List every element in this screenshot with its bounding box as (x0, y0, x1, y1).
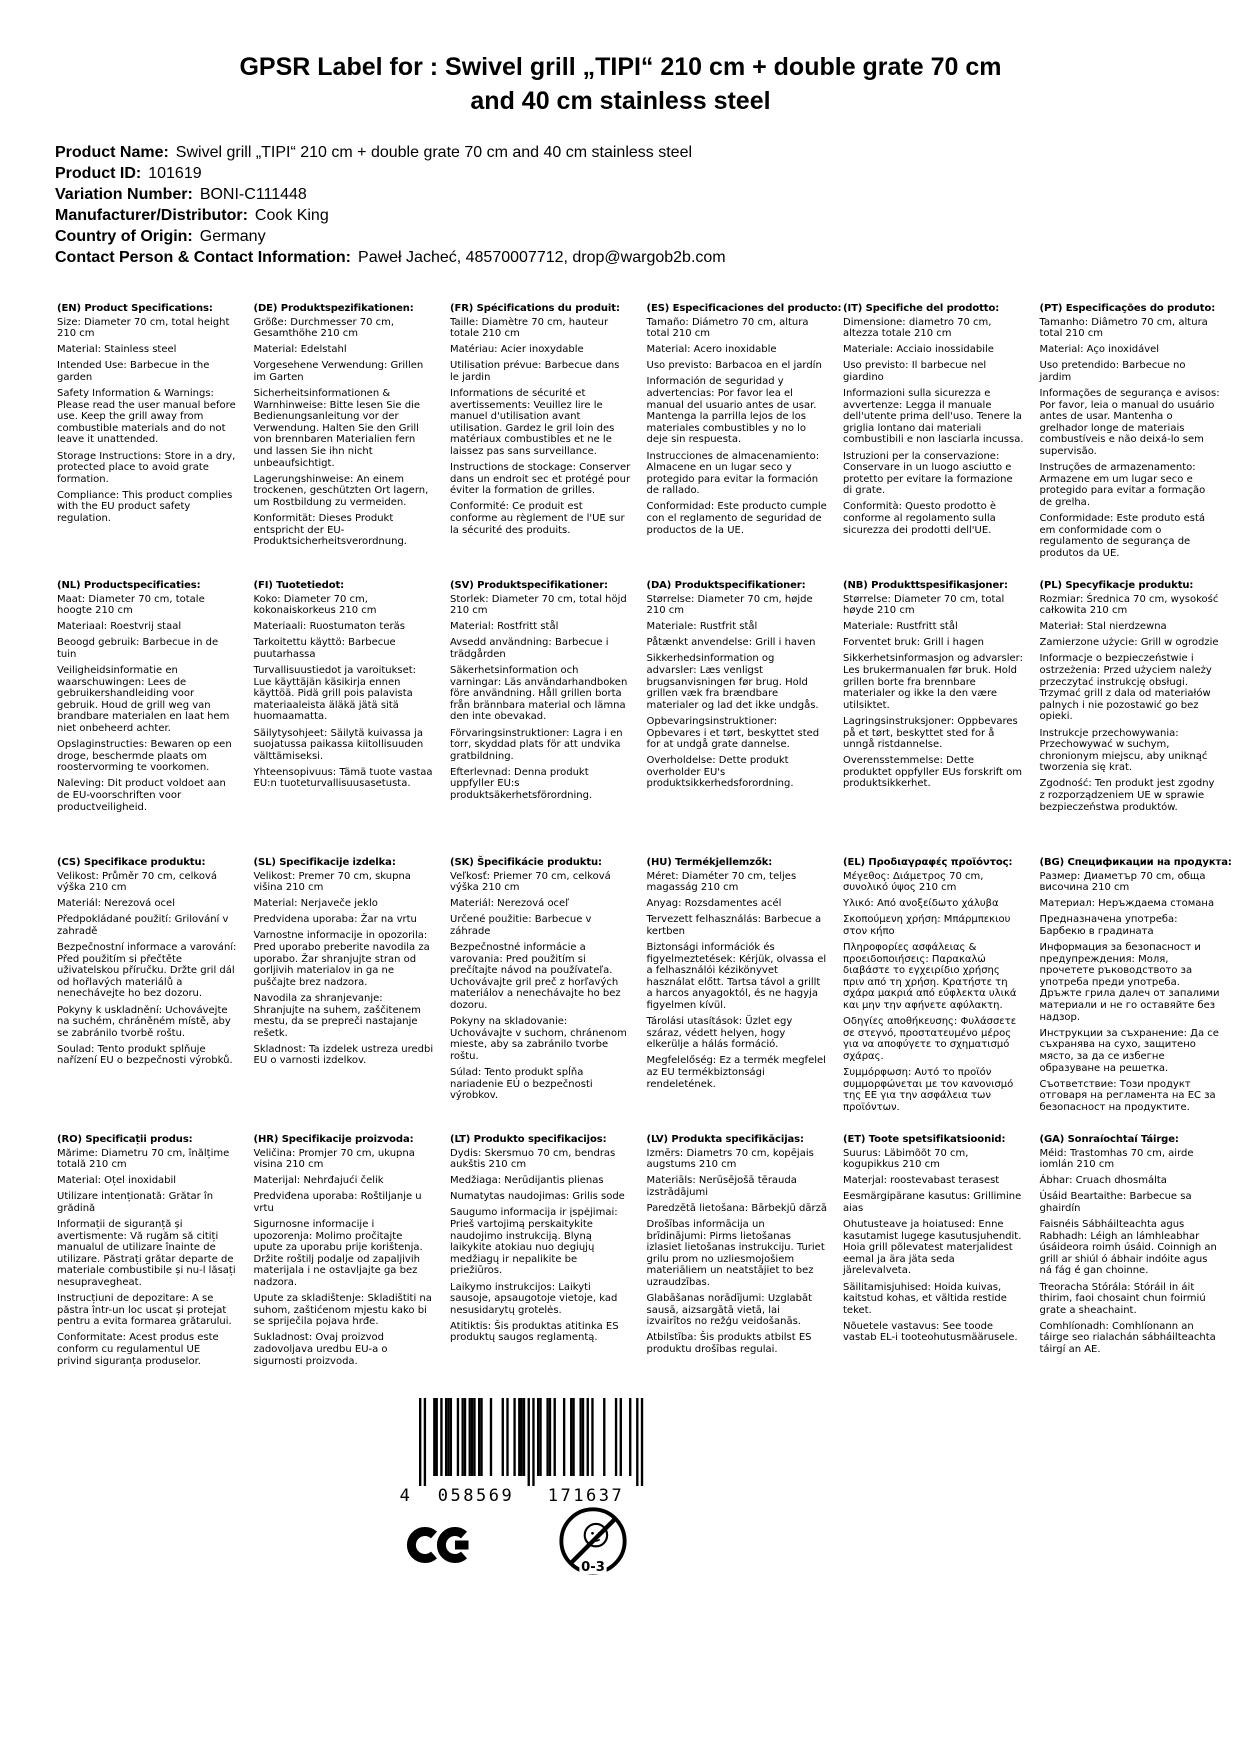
spec-block-et (843, 1134, 1040, 1411)
spec-item: Materiál: Nerezová ocel (57, 898, 175, 910)
field-value: Cook King (254, 207, 329, 224)
spec-item: Velikost: Průměr 70 cm, celková výška 210 cm (57, 870, 218, 894)
spec-item: Informations de sécurité et avertissements: Veuillez lire le manuel d'utilisation avant utilisation. Gardez le gril loin des matériaux combustibles et ne le laissez pas sans surveillance. (450, 388, 615, 458)
spec-item: Určené použitie: Barbecue v záhrade (450, 914, 592, 937)
spec-item: Compliance: This product complies with the EU product safety regulation. (57, 489, 233, 524)
spec-item: Dimensione: diametro 70 cm, altezza totale 210 cm (843, 316, 992, 340)
page-title (0, 50, 1241, 118)
spec-item: Turvallisuustiedot ja varoitukset: Lue käyttäjän käsikirja ennen käyttöä. Pidä grill pois palavista materiaaleista äläkä jätä sitä huomaamatta. (253, 665, 417, 723)
product-info-row (55, 226, 726, 247)
spec-item: Инструкции за съхранение: Да се съхранява на сухо, защитено място, за да се избегне образуване на решетка. (1039, 1027, 1219, 1074)
spec-block-pt (1040, 303, 1237, 580)
spec-item: Soulad: Tento produkt splňuje nařízení EU o bezpečnosti výrobků. (57, 1043, 233, 1067)
spec-block-de (254, 303, 451, 580)
spec-item: Yhteensopivuus: Tämä tuote vastaa EU:n tuoteturvallisuusasetusta. (253, 766, 433, 790)
spec-heading: (FR) Spécifications du produit: (450, 303, 620, 314)
spec-item: Materijal: Nehrđajući čelik (253, 1175, 384, 1187)
spec-item: Sikkerhedsinformation og advarsler: Læs venligst brugsanvisningen før brug. Hold grillen væk fra brændbare materialer og lad det ikke undgås. (646, 653, 819, 711)
spec-block-el (843, 857, 1040, 1134)
field-value: BONI-C111448 (199, 186, 307, 203)
spec-item: Avsedd användning: Barbecue i trädgården (450, 637, 609, 660)
spec-item: Πληροφορίες ασφάλειας & προειδοποιήσεις: Παρακαλώ διαβάστε το εγχειρίδιο χρήσης πριν από τη χρήση. Κρατήστε τη σχάρα μακριά από εύφλεκτα υλικά και μην την αφήνετε αφύλακτη. (843, 942, 1017, 1012)
product-info-row (55, 163, 726, 184)
age-range-label: 0-3 (581, 1560, 605, 1576)
spec-item: Forventet bruk: Grill i hagen (843, 637, 984, 649)
spec-item: Förvaringsinstruktioner: Lagra i en torr, skyddad plats för att undvika gratbildning. (450, 727, 623, 762)
spec-item: Méid: Trastomhas 70 cm, airde iomlán 210 cm (1039, 1147, 1194, 1171)
spec-item: Ohutusteave ja hoiatused: Enne kasutamist lugege kasutusjuhendit. Hoia grill põlevatest materjalidest eemal ja ära jäta seda järelevalveta. (843, 1219, 1022, 1277)
spec-heading: (BG) Спецификации на продукта: (1039, 857, 1232, 868)
spec-item: Materiaali: Ruostumaton teräs (253, 621, 405, 633)
spec-item: Veličina: Promjer 70 cm, ukupna visina 210 cm (253, 1147, 415, 1171)
spec-item: Upute za skladištenje: Skladištiti na suhom, zaštićenom mjestu kako bi se spriječila pojava hrđe. (253, 1293, 432, 1328)
field-value: 101619 (148, 165, 202, 182)
spec-item: Materjal: roostevabast terasest (843, 1175, 1000, 1187)
spec-item: Materiale: Rustfritt stål (843, 621, 958, 633)
spec-heading: (SV) Produktspecifikationer: (450, 580, 608, 591)
spec-item: Conformidade: Este produto está em conformidade com o regulamento de segurança de produtos da UE. (1039, 513, 1206, 559)
spec-item: Storage Instructions: Store in a dry, protected place to avoid grate formation. (57, 450, 236, 485)
spec-item: Ábhar: Cruach dhosmálta (1039, 1175, 1167, 1187)
spec-item: Opbevaringsinstruktioner: Opbevares i et tørt, beskyttet sted for at undgå grate dannelse. (646, 715, 820, 751)
spec-item: Rozmiar: Średnica 70 cm, wysokość całkowita 210 cm (1039, 593, 1219, 617)
spec-block-fr (450, 303, 647, 580)
spec-heading: (ES) Especificaciones del producto: (646, 303, 842, 314)
spec-item: Taille: Diamètre 70 cm, hauteur totale 210 cm (450, 316, 609, 340)
spec-item: Paredzētā lietošana: Bārbekjū dārzā (646, 1202, 827, 1214)
spec-item: Izmērs: Diametrs 70 cm, kopējais augstums 210 cm (646, 1147, 814, 1171)
spec-item: Saugumo informacija ir įspėjimai: Prieš vartojimą perskaitykite naudojimo instrukciją. Blyną laikykite atokiau nuo degiųjų medžiagų ir nepalikite be priežiūros. (450, 1207, 618, 1277)
product-info (55, 142, 726, 268)
spec-item: Material: Aço inoxidável (1039, 344, 1160, 356)
product-info-row (55, 205, 726, 226)
field-value: Paweł Jacheć, 48570007712, drop@wargob2b.com (358, 249, 726, 266)
spec-item: Materiāls: Nerūsējošā tērauda izstrādājumi (646, 1175, 797, 1198)
spec-item: Instrucciones de almacenamiento: Almacene en un lugar seco y protegido para evitar la formación de rallado. (646, 450, 820, 497)
spec-item: Méret: Diaméter 70 cm, teljes magasság 210 cm (646, 870, 797, 894)
spec-item: Opslaginstructies: Bewaren op een droge, beschermde plaats om roostervorming te voorkomen. (57, 739, 232, 774)
spec-block-da (647, 580, 844, 857)
spec-item: Bezpečnostní informace a varování: Před použitím si přečtěte uživatelskou příručku. Držte gril dál od hořlavých materiálů a nenechávejte ho bez dozoru. (57, 942, 237, 1000)
spec-item: Vorgesehene Verwendung: Grillen im Garten (253, 360, 424, 383)
spec-block-lt (450, 1134, 647, 1411)
spec-block-en (57, 303, 254, 580)
spec-heading: (SL) Specifikacije izdelka: (253, 857, 396, 868)
spec-item: Konformität: Dieses Produkt entspricht der EU-Produktsicherheitsverordnung. (253, 513, 407, 548)
barcode-digit-first: 4 (399, 1486, 413, 1504)
spec-item: Megfelelőség: Ez a termék megfelel az EU termékbiztonsági rendeletének. (646, 1055, 826, 1090)
spec-item: Säilitamisjuhised: Hoida kuivas, kaitstud kohas, et vältida restide teket. (843, 1281, 1007, 1316)
spec-item: Säilytysohjeet: Säilytä kuivassa ja suojatussa paikassa kiitollisuuden välttämiseksi. (253, 727, 424, 762)
spec-block-nb (843, 580, 1040, 857)
spec-item: Material: Nerjaveče jeklo (253, 898, 378, 910)
spec-item: Faisnéis Sábháilteachta agus Rabhadh: Léigh an lámhleabhar úsáideora roimh úsáid. Coinnigh an grill ar shiúl ó ábhair indóite agus ná fág é gan choinne. (1039, 1219, 1217, 1277)
spec-heading: (ET) Toote spetsifikatsioonid: (843, 1134, 1006, 1145)
spec-item: Instruções de armazenamento: Armazene em um lugar seco e protegido para evitar a formação de grelha. (1039, 462, 1206, 508)
spec-heading: (LT) Produkto specifikacijos: (450, 1134, 607, 1145)
spec-item: Koko: Diameter 70 cm, kokonaiskorkeus 210 cm (253, 593, 377, 617)
field-label: Product ID: (55, 165, 142, 182)
spec-item: Materiál: Nerezová oceľ (450, 898, 569, 910)
spec-item: Информация за безопасност и предупреждения: Моля, прочетете ръководството за употреба преди употреба. Дръжте грила далеч от запалими материали и не го оставяйте без надзор. (1039, 942, 1220, 1023)
spec-item: Informații de siguranță și avertismente: Vă rugăm să citiți manualul de utilizare înainte de utilizare. Păstrați grătar departe de materiale combustibile și nu-l lăsați nesupravegheat. (57, 1219, 236, 1289)
spec-block-it (843, 303, 1040, 580)
field-label: Variation Number: (55, 186, 193, 203)
spec-item: Material: Acero inoxidable (646, 344, 777, 356)
spec-item: Anyag: Rozsdamentes acél (646, 898, 782, 910)
spec-item: Størrelse: Diameter 70 cm, højde 210 cm (646, 593, 813, 617)
spec-item: Tervezett felhasználás: Barbecue a kertben (646, 914, 822, 937)
spec-item: Laikymo instrukcijos: Laikyti sausoje, apsaugotoje vietoje, kad nesusidarytų grotelės. (450, 1281, 618, 1316)
ce-mark-icon (406, 1516, 474, 1578)
spec-item: Dydis: Skersmuo 70 cm, bendras aukštis 210 cm (450, 1147, 616, 1171)
field-label: Country of Origin: (55, 228, 193, 245)
spec-heading: (GA) Sonraíochtaí Táirge: (1039, 1134, 1179, 1145)
spec-item: Nõuetele vastavus: See toode vastab EL-i tooteohutusmäärusele. (843, 1320, 1018, 1344)
spec-item: Materiaal: Roestvrij staal (57, 621, 182, 633)
spec-item: Glabāšanas norādījumi: Uzglabāt sausā, aizsargātā vietā, lai izvairītos no režģu veidošanās. (646, 1293, 813, 1328)
spec-block-sl (254, 857, 451, 1134)
spec-block-fi (254, 580, 451, 857)
spec-heading: (PL) Specyfikacje produktu: (1039, 580, 1194, 591)
spec-item: Säkerhetsinformation och varningar: Läs användarhandboken före användning. Håll grillen borta från brännbara material och lämna den inte obevakad. (450, 665, 628, 723)
spec-item: Utilizare intenționată: Grătar în grădină (57, 1191, 214, 1214)
spec-item: Numatytas naudojimas: Grilis sode (450, 1191, 625, 1203)
spec-item: Safety Information & Warnings: Please read the user manual before use. Keep the grill away from combustible materials and do not leave it unattended. (57, 388, 236, 446)
spec-heading: (FI) Tuotetiedot: (253, 580, 345, 591)
spec-item: Предназначена употреба: Барбекю в градината (1039, 914, 1178, 937)
product-info-row (55, 142, 726, 163)
spec-item: Conformitate: Acest produs este conform cu regulamentul UE privind siguranța produselor. (57, 1332, 219, 1367)
spec-heading: (HR) Specifikacije proizvoda: (253, 1134, 414, 1145)
spec-block-sv (450, 580, 647, 857)
spec-item: Μέγεθος: Διάμετρος 70 cm, συνολικό ύψος 210 cm (843, 870, 984, 894)
spec-item: Overholdelse: Dette produkt overholder EU's produktsikkerhedsforordning. (646, 755, 794, 790)
spec-item: Материал: Неръждаема стомана (1039, 898, 1215, 910)
ean13-barcode (386, 1398, 648, 1508)
spec-item: Σκοπούμενη χρήση: Μπάρμπεκιου στον κήπο (843, 914, 1011, 937)
spec-item: Tamaño: Diámetro 70 cm, altura total 210 cm (646, 316, 809, 340)
spec-block-es (647, 303, 844, 580)
spec-item: Tarkoitettu käyttö: Barbecue puutarhassa (253, 637, 396, 660)
spec-item: Informazioni sulla sicurezza e avvertenze: Legga il manuale dell'utente prima dell'uso. Tenere la griglia lontano dai materiali combustibili e non lasciarla incussa. (843, 388, 1024, 446)
spec-item: Material: Oțel inoxidabil (57, 1175, 177, 1187)
spec-item: Pokyny na skladovanie: Uchovávajte v suchom, chránenom mieste, aby sa zabránilo tvorbe roštu. (450, 1016, 627, 1062)
barcode-digits-right: 171637 (547, 1486, 625, 1504)
barcode-bars (419, 1398, 643, 1486)
spec-item: Material: Edelstahl (253, 344, 347, 356)
field-value: Swivel grill „TIPI“ 210 cm + double grate 70 cm and 40 cm stainless steel (175, 144, 693, 161)
spec-item: Materiał: Stal nierdzewna (1039, 621, 1167, 633)
spec-item: Sikkerhetsinformasjon og advarsler: Les brukermanualen før bruk. Hold grillen borte fra brennbare materialer og ikke la den være utilsiktet. (843, 653, 1023, 711)
product-info-row (55, 247, 726, 268)
field-label: Manufacturer/Distributor: (55, 207, 248, 224)
spec-item: Materiale: Rustfrit stål (646, 621, 758, 633)
spec-item: Lagringsinstruksjoner: Oppbevares på et tørt, beskyttet sted for å unngå ristdannelse. (843, 715, 1018, 751)
spec-item: Съответствие: Този продукт отговаря на регламента на ЕС за безопасност на продуктите. (1039, 1078, 1216, 1113)
spec-item: Instrukcje przechowywania: Przechowywać w suchym, chronionym miejscu, aby uniknąć tworzenia się krat. (1039, 727, 1208, 774)
spec-item: Påtænkt anvendelse: Grill i haven (646, 637, 816, 649)
spec-item: Súlad: Tento produkt spĺňa nariadenie EÚ o bezpečnosti výrobkov. (450, 1067, 593, 1102)
spec-block-ga (1040, 1134, 1237, 1411)
spec-item: Úsáid Beartaithe: Barbecue sa ghairdín (1039, 1191, 1192, 1214)
spec-item: Storlek: Diameter 70 cm, total höjd 210 cm (450, 593, 627, 617)
spec-block-hr (254, 1134, 451, 1411)
spec-item: Pokyny k uskladnění: Uchovávejte na suchém, chráněném místě, aby se zabránilo tvorbě roštu. (57, 1004, 231, 1039)
spec-item: Größe: Durchmesser 70 cm, Gesamthöhe 210 cm (253, 316, 395, 340)
spec-item: Material: Rostfritt stål (450, 621, 559, 633)
spec-heading: (EN) Product Specifications: (57, 303, 213, 314)
spec-item: Conformità: Questo prodotto è conforme al regolamento sulla sicurezza dei prodotti dell'UE. (843, 501, 997, 536)
spec-heading: (NB) Produkttspesifikasjoner: (843, 580, 1008, 591)
spec-item: Size: Diameter 70 cm, total height 210 cm (57, 316, 230, 340)
page-title-line2: and 40 cm stainless steel (470, 87, 771, 115)
spec-item: Eesmärgipärane kasutus: Grillimine aias (843, 1191, 1022, 1214)
barcode-digits-left: 058569 (437, 1486, 515, 1504)
spec-item: Tamanho: Diâmetro 70 cm, altura total 210 cm (1039, 316, 1208, 340)
spec-item: Sicherheitsinformationen & Warnhinweise: Bitte lesen Sie die Bedienungsanleitung vor der Verwendung. Halten Sie den Grill von brennbaren Materialien fern und lassen Sie ihn nicht unbeaufsichtigt. (253, 388, 420, 469)
spec-item: Zgodność: Ten produkt jest zgodny z rozporządzeniem UE w sprawie bezpieczeństwa produktów. (1039, 778, 1215, 813)
spec-block-lv (647, 1134, 844, 1411)
spec-item: Matériau: Acier inoxydable (450, 344, 584, 356)
spec-item: Předpokládané použití: Grilování v zahradě (57, 914, 229, 937)
spec-block-hu (647, 857, 844, 1134)
spec-item: Efterlevnad: Denna produkt uppfyller EU:s produktsäkerhetsförordning. (450, 766, 593, 801)
spec-heading: (HU) Termékjellemzők: (646, 857, 773, 868)
spec-item: Bezpečnostné informácie a varovania: Pred použitím si prečítajte návod na používateľa. Uchovávajte gril preč z horľavých materiálov a nenechávajte ho bez dozoru. (450, 942, 621, 1012)
spec-item: Conformité: Ce produit est conforme au règlement de l'UE sur la sécurité des produits. (450, 501, 625, 536)
spec-item: Размер: Диаметър 70 cm, обща височина 210 cm (1039, 870, 1206, 894)
spec-heading: (EL) Προδιαγραφές προϊόντος: (843, 857, 1013, 868)
spec-item: Maat: Diameter 70 cm, totale hoogte 210 cm (57, 593, 205, 617)
spec-item: Biztonsági információk és figyelmeztetések: Kérjük, olvassa el a felhasználói kézikönyvet használat előtt. Tartsa távol a grillt a harcos anyagoktól, és ne hagyja figyelmen kívül. (646, 942, 827, 1012)
spec-item: Veľkosť: Priemer 70 cm, celková výška 210 cm (450, 870, 611, 894)
spec-item: Uso previsto: Il barbecue nel giardino (843, 360, 987, 383)
spec-heading: (DE) Produktspezifikationen: (253, 303, 414, 314)
spec-item: Sukladnost: Ovaj proizvod zadovoljava uredbu EU-a o sigurnosti proizvoda. (253, 1332, 388, 1367)
spec-item: Informações de segurança e avisos: Por favor, leia o manual do usuário antes de usar. Mantenha o grelhador longe de materiais combustíveis e não deixá-lo sem supervisão. (1039, 388, 1220, 458)
spec-block-sk (450, 857, 647, 1134)
spec-item: Naleving: Dit product voldoet aan de EU-voorschriften voor productveiligheid. (57, 778, 226, 813)
spec-heading: (NL) Productspecificaties: (57, 580, 201, 591)
spec-item: Atitiktis: Šis produktas atitinka ES produktų saugos reglamentą. (450, 1320, 619, 1344)
field-value: Germany (199, 228, 266, 245)
spec-block-bg (1040, 857, 1237, 1134)
spec-item: Overensstemmelse: Dette produktet oppfyller EUs forskrift om produktsikkerhet. (843, 755, 1023, 790)
spec-item: Velikost: Premer 70 cm, skupna višina 210 cm (253, 870, 411, 894)
spec-item: Predviđena uporaba: Roštiljanje u vrtu (253, 1191, 422, 1214)
age-warning-icon (556, 1504, 630, 1582)
spec-item: Varnostne informacije in opozorila: Pred uporabo preberite navodila za uporabo. Žar shranjujte stran od gorljivih materialov in ga ne puščajte brez nadzora. (253, 930, 430, 988)
spec-item: Instrucțiuni de depozitare: A se păstra într-un loc uscat și protejat pentru a evita formarea grătarului. (57, 1293, 232, 1328)
spec-item: Información de seguridad y advertencias: Por favor lea el manual del usuario antes de usar. Mantenga la parrilla lejos de los materiales combustibles y no lo deje sin respuesta. (646, 376, 817, 446)
spec-item: Størrelse: Diameter 70 cm, total høyde 210 cm (843, 593, 1005, 617)
spec-item: Skladnost: Ta izdelek ustreza uredbi EU o varnosti izdelkov. (253, 1043, 434, 1067)
spec-item: Zamierzone użycie: Grill w ogrodzie (1039, 637, 1219, 649)
spec-item: Medžiaga: Nerūdijantis plienas (450, 1175, 604, 1187)
spec-item: Sigurnosne informacije i upozorenja: Molimo pročitajte upute za uporabu prije korištenja. Držite roštilj podalje od zapaljivih materijala i ne ostavljajte ga bez nadzora. (253, 1219, 423, 1289)
spec-heading: (PT) Especificações do produto: (1039, 303, 1216, 314)
spec-block-ro (57, 1134, 254, 1411)
spec-item: Uso pretendido: Barbecue no jardim (1039, 360, 1186, 383)
spec-item: Drošības informācija un brīdinājumi: Pirms lietošanas izlasiet lietošanas instrukciju. Turiet grilu prom no uzliesmojošiem materiāliem un neatstājiet to bez uzraudzības. (646, 1219, 825, 1289)
spec-block-pl (1040, 580, 1237, 857)
page-title-line1: GPSR Label for : Swivel grill „TIPI“ 210 cm + double grate 70 cm (239, 53, 1002, 81)
spec-heading: (CS) Specifikace produktu: (57, 857, 206, 868)
field-label: Product Name: (55, 144, 169, 161)
spec-item: Comhlíonadh: Comhlíonann an táirge seo rialachán sábháilteachta táirgí an AE. (1039, 1320, 1216, 1355)
spec-heading: (SK) Špecifikácie produktu: (450, 857, 602, 868)
spec-item: Materiale: Acciaio inossidabile (843, 344, 994, 356)
spec-item: Informacje o bezpieczeństwie i ostrzeżenia: Przed użyciem należy przeczytać instrukcję obsługi. Trzymać grill z dala od materiałów palnych i nie pozostawić go bez opieki. (1039, 653, 1212, 723)
spec-block-cs (57, 857, 254, 1134)
spec-heading: (DA) Produktspecifikationer: (646, 580, 806, 591)
spec-item: Utilisation prévue: Barbecue dans le jardin (450, 360, 620, 383)
spec-item: Συμμόρφωση: Αυτό το προϊόν συμμορφώνεται με τον κανονισμό της ΕΕ για την ασφάλεια των προϊόντων. (843, 1067, 1014, 1113)
spec-item: Istruzioni per la conservazione: Conservare in un luogo asciutto e protetto per evitare la formazione di grate. (843, 450, 1013, 497)
spec-item: Beoogd gebruik: Barbecue in de tuin (57, 637, 219, 660)
spec-block-nl (57, 580, 254, 857)
spec-item: Conformidad: Este producto cumple con el reglamento de seguridad de productos de la UE. (646, 501, 827, 536)
spec-item: Mărime: Diametru 70 cm, înălțime totală 210 cm (57, 1147, 230, 1171)
spec-item: Material: Stainless steel (57, 344, 177, 356)
spec-heading: (IT) Specifiche del prodotto: (843, 303, 1000, 314)
spec-heading: (LV) Produkta specifikācijas: (646, 1134, 804, 1145)
spec-item: Navodila za shranjevanje: Shranjujte na suhem, zaščitenem mestu, da se prepreči nastajanje rešetk. (253, 992, 421, 1039)
spec-item: Atbilstība: Šis produkts atbilst ES produktu drošības regulai. (646, 1332, 812, 1355)
product-info-row (55, 184, 726, 205)
spec-item: Instructions de stockage: Conserver dans un endroit sec et protégé pour éviter la formation de grilles. (450, 462, 631, 497)
spec-item: Intended Use: Barbecue in the garden (57, 360, 210, 383)
spec-item: Lagerungshinweise: An einem trockenen, geschützten Ort lagern, um Rostbildung zu vermeiden. (253, 473, 429, 508)
spec-item: Veiligheidsinformatie en waarschuwingen: Lees de gebruikershandleiding voor gebruik. Houd de grill weg van brandbare materialen en laat hem niet onbeheerd achter. (57, 665, 230, 735)
field-label: Contact Person & Contact Information: (55, 249, 352, 266)
spec-heading: (RO) Specificații produs: (57, 1134, 193, 1145)
spec-item: Uso previsto: Barbacoa en el jardín (646, 360, 822, 372)
spec-item: Tárolási utasítások: Üzlet egy száraz, védett helyen, hogy elkerülje a hálás formáció. (646, 1016, 793, 1051)
spec-item: Predvidena uporaba: Žar na vrtu (253, 914, 417, 926)
spec-item: Suurus: Läbimõõt 70 cm, kogupikkus 210 cm (843, 1147, 969, 1171)
spec-item: Οδηγίες αποθήκευσης: Φυλάσσετε σε στεγνό, προστατευμένο μέρος για να αποφύγετε το σχηματισμό σχάρας. (843, 1016, 1017, 1062)
spec-item: Υλικό: Από ανοξείδωτο χάλυβα (843, 898, 999, 910)
spec-item: Treoracha Stórála: Stóráil in áit thirim, faoi chosaint chun foirmiú grate a sheachaint. (1039, 1281, 1206, 1316)
spec-grid (57, 303, 1236, 1411)
